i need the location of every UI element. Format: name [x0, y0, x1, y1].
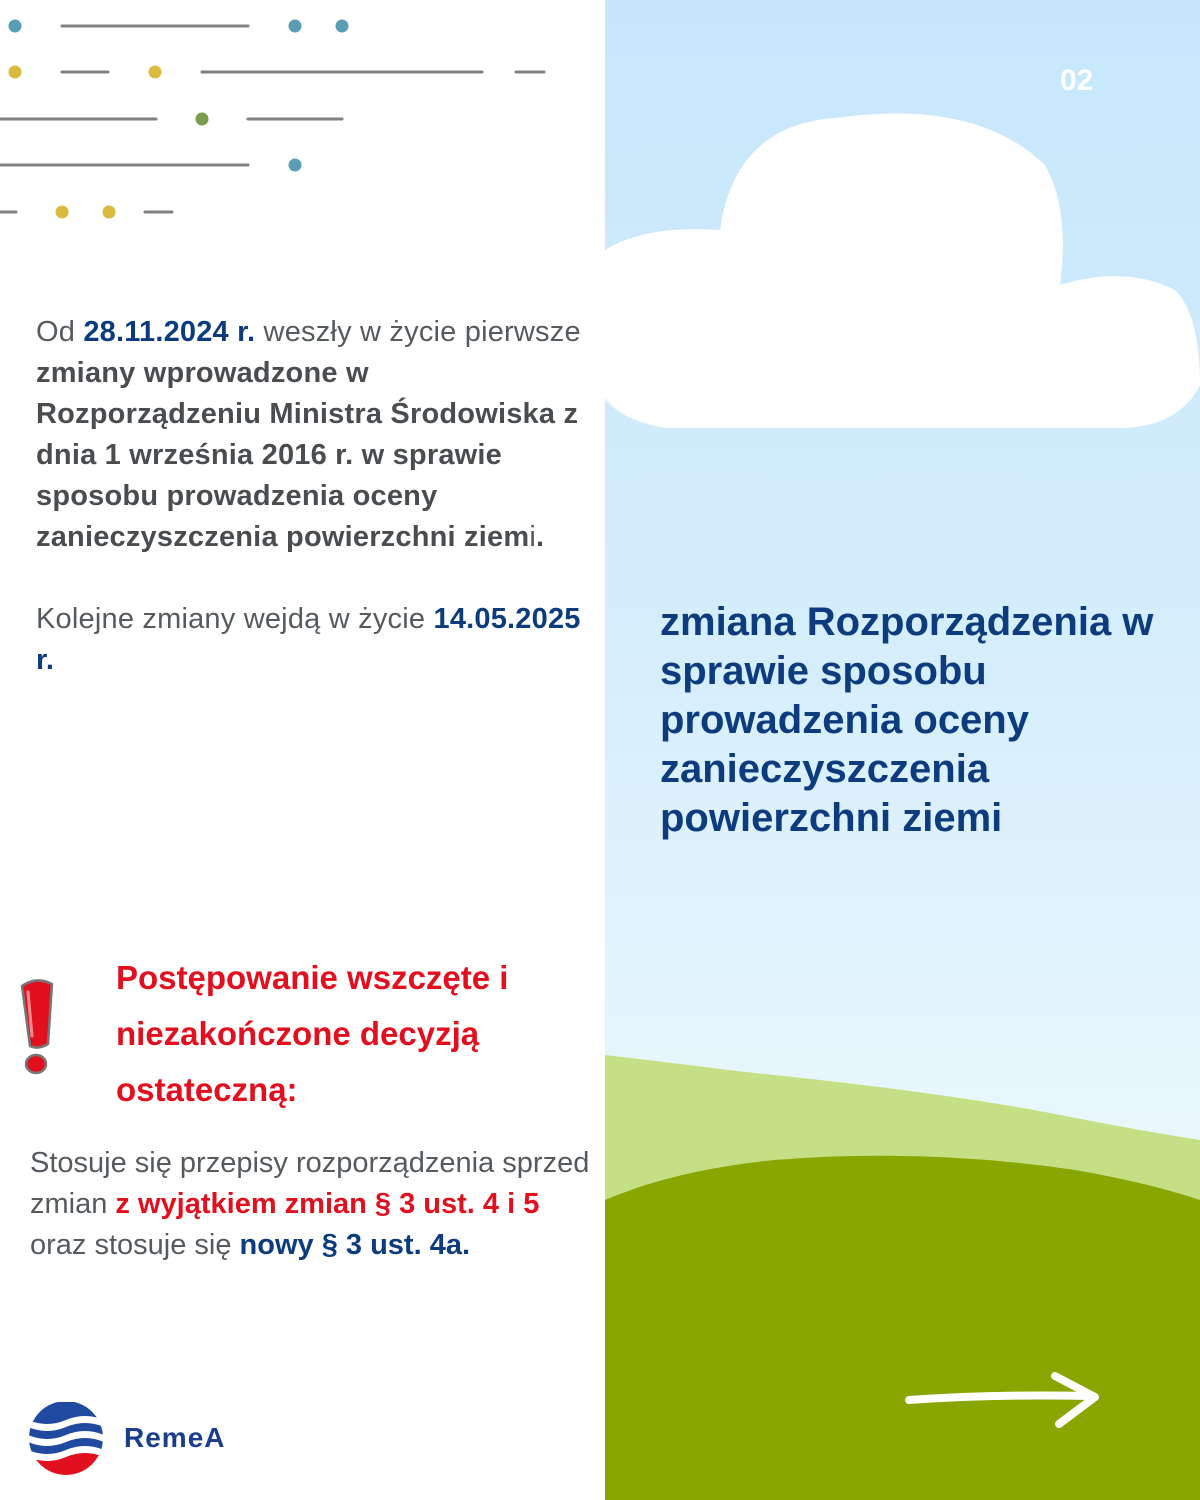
effective-date: 28.11.2024 r.	[83, 316, 256, 348]
new-paragraph-text: nowy § 3 ust. 4a.	[239, 1229, 471, 1261]
intro-text	[36, 312, 586, 681]
arrow-right-icon[interactable]	[905, 1370, 1105, 1432]
exception-text: z wyjątkiem zmian § 3 ust. 4 i 5	[115, 1188, 540, 1220]
logo-wordmark: RemeA	[124, 1422, 226, 1453]
right-panel	[605, 0, 1200, 1500]
intro-paragraph-2: Kolejne zmiany wejdą w życie 14.05.2025 r.	[36, 603, 581, 676]
intro-paragraph-1: Od 28.11.2024 r. weszły w życie pierwsze zmiany wprowadzone w Rozporządzeniu Ministra Środowiska z dnia 1 września 2016 r. w sprawie sposobu prowadzenia oceny zanieczyszczenia powierzchni ziemi.	[36, 316, 581, 553]
headline: zmiana Rozporządzenia w sprawie sposobu prowadzenia oceny zanieczyszczenia powierzchni ziemi	[660, 600, 1154, 840]
remea-logo-icon	[28, 1400, 104, 1476]
page-number: 02	[1060, 64, 1094, 97]
company-logo[interactable]	[28, 1400, 225, 1476]
decorative-dots-lines	[0, 0, 600, 230]
cloud-shape	[605, 113, 1200, 428]
exclamation-icon	[16, 978, 58, 1078]
regulation-title: zmiany wprowadzone w Rozporządzeniu Ministra Środowiska z dnia 1 września 2016 r. w sprawie sposobu prowadzenia oceny zanieczyszczenia powierzchni ziem	[36, 357, 579, 553]
rule-text: Stosuje się przepisy rozporządzenia sprzed zmian z wyjątkiem zmian § 3 ust. 4 i 5 oraz stosuje się nowy § 3 ust. 4a.	[30, 1147, 590, 1261]
hill-dark	[605, 1156, 1200, 1500]
next-change-date: 14.05.2025 r.	[36, 603, 581, 676]
warning-title: Postępowanie wszczęte i niezakończone decyzją ostateczną:	[116, 959, 509, 1108]
